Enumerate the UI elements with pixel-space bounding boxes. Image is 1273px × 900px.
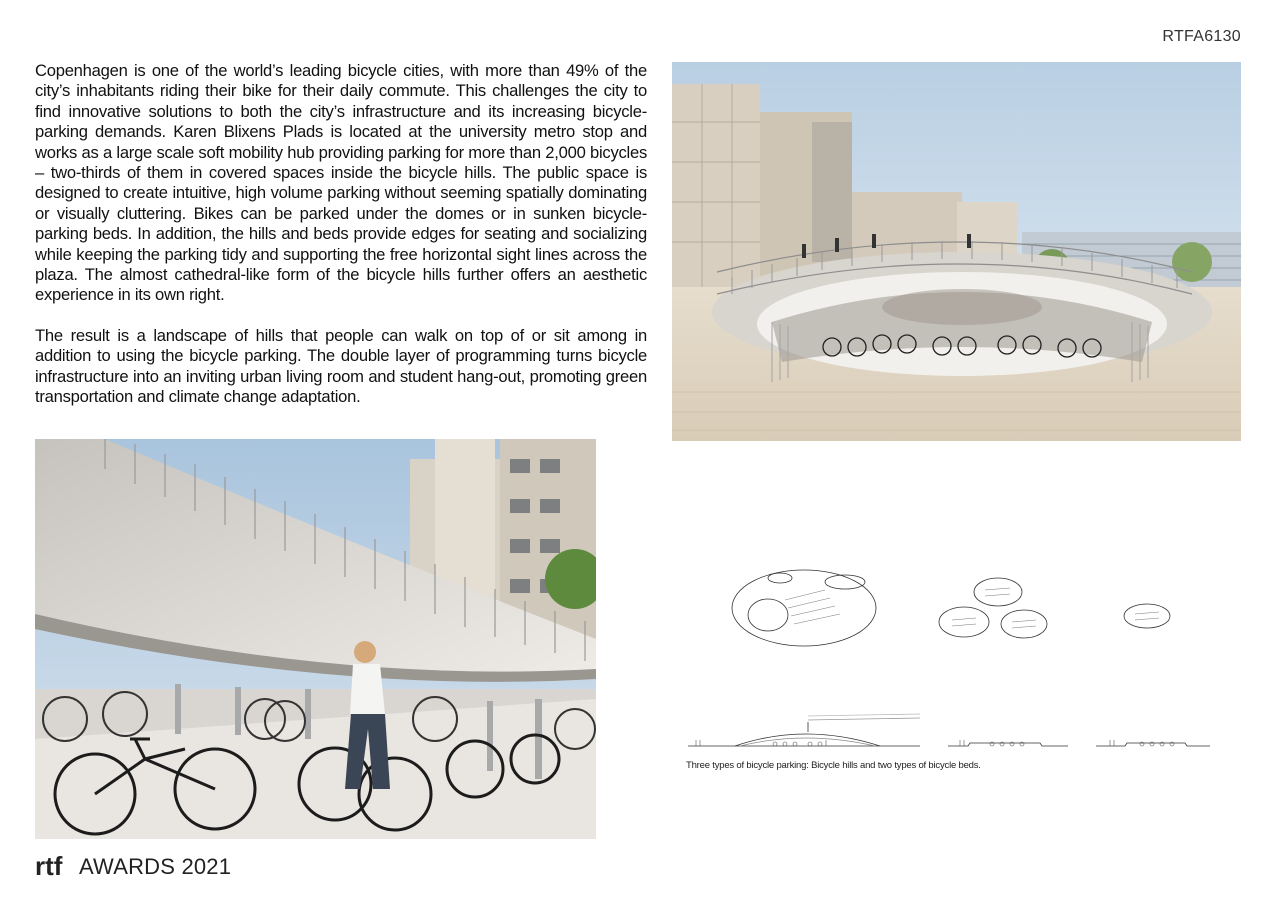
bicycle-parking-diagram — [680, 560, 1240, 760]
plan-bicycle-hill — [732, 570, 876, 646]
photo-under-dome-parking — [35, 439, 596, 839]
paragraph-1: Copenhagen is one of the world’s leading bicycle cities, with more than 49% of the city’s inhabitants riding their bike for their daily commute. This challenges the city to find innovative solutions to both the city’s infrastructure and its increasing bicycle-parking demands. Karen Blixens Plads is located at the university metro stop and works as a large scale soft mobility hub providing parking for more than 2,000 bicycles – two-thirds of them in covered spaces inside the bicycle hills. The public space is designed to create intuitive, high volume parking without seeming spatially dominating or visually cluttering. Bikes can be parked under the domes or in sunken bicycle-parking beds. In addition, the hills and beds provide edges for seating and socializing while keeping the parking tidy and supporting the free horizontal sight lines across the plaza. The almost cathedral-like form of the bicycle hills further offers an aesthetic experience in its own right. — [35, 61, 647, 305]
document-code: RTFA6130 — [1162, 28, 1241, 45]
footer — [35, 853, 231, 881]
plan-bed-type-2 — [1124, 604, 1170, 628]
plan-bed-type-1 — [974, 578, 1022, 606]
rtf-logo — [35, 853, 73, 881]
section-bed-type-1 — [948, 743, 1068, 746]
diagram-caption: Three types of bicycle parking: Bicycle hills and two types of bicycle beds. — [686, 760, 981, 771]
awards-label: AWARDS 2021 — [79, 854, 232, 879]
paragraph-2: The result is a landscape of hills that people can walk on top of or sit among in addition to using the bicycle parking. The double layer of programming turns bicycle infrastructure into an inviting urban living room and student hang-out, promoting green transportation and climate change adaptation. — [35, 325, 647, 407]
photo-bicycle-hill-aerial — [672, 62, 1241, 441]
body-text — [35, 61, 647, 428]
svg-text:rtf: rtf — [35, 853, 63, 881]
